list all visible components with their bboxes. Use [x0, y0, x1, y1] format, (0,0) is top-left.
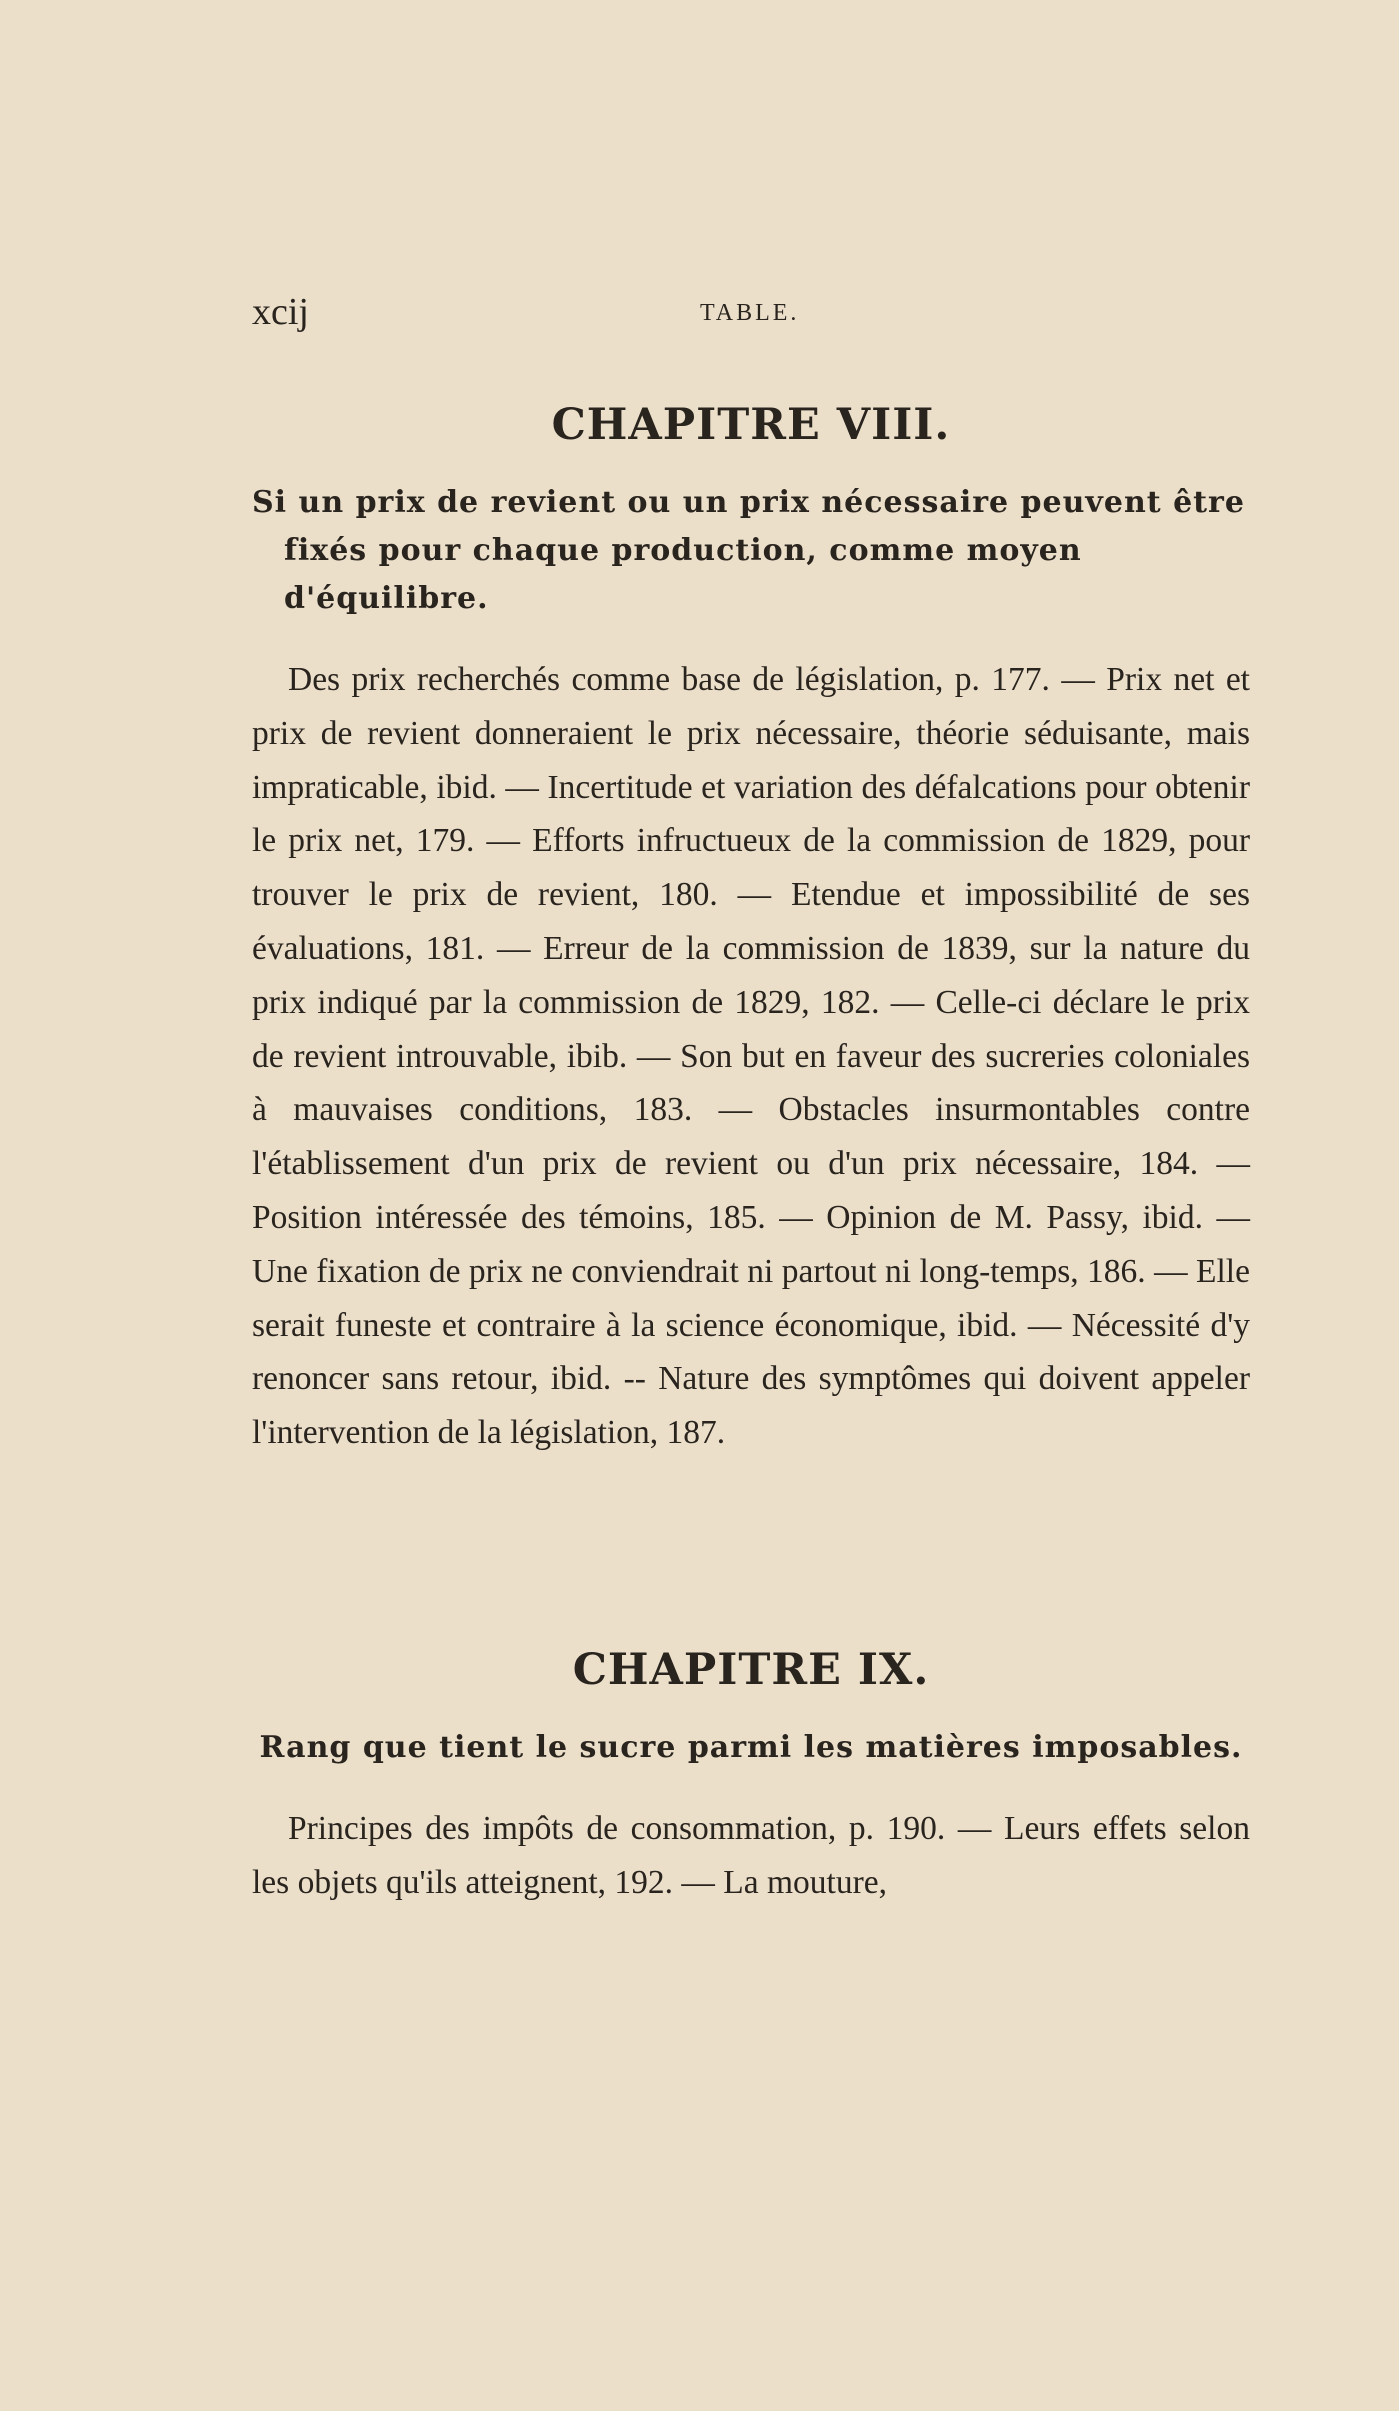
chapter-summary: Principes des impôts de consommation, p. 190. — Leurs effets selon les objets qu'ils atteignent, 192. — La mouture, — [252, 1810, 1250, 1901]
running-title: TABLE. — [700, 300, 800, 326]
chapter-viii — [252, 395, 1250, 1460]
chapter-heading: CHAPITRE VIII. — [551, 400, 951, 450]
chapter-subtitle: Rang que tient le sucre parmi les matières imposables. — [259, 1730, 1243, 1765]
page-number: xcij — [252, 291, 309, 333]
chapter-heading: CHAPITRE IX. — [572, 1645, 930, 1695]
chapter-subtitle: Si un prix de revient ou un prix nécessaire peuvent être fixés pour chaque production, comme moyen d'équilibre. — [252, 485, 1245, 616]
running-head — [252, 280, 1252, 333]
chapter-ix — [252, 1640, 1250, 1910]
chapter-summary: Des prix recherchés comme base de législation, p. 177. — Prix net et prix de revient donneraient le prix nécessaire, théorie séduisante, mais impraticable, ibid. — Incertitude et variation des défalcations pour obtenir le prix net, 179. — Efforts infructueux de la commission de 1829, pour trouver le prix de revient, 180. — Etendue et impossibilité de ses évaluations, 181. — Erreur de la commission de 1839, sur la nature du prix indiqué par la commission de 1829, 182. — Celle-ci déclare le prix de revient introuvable, ibib. — Son but en faveur des sucreries coloniales à mauvaises conditions, 183. — Obstacles insurmontables contre l'établissement d'un prix de revient ou d'un prix nécessaire, 184. — Position intéressée des témoins, 185. — Opinion de M. Passy, ibid. — Une fixation de prix ne conviendrait ni partout ni long-temps, 186. — Elle serait funeste et contraire à la science économique, ibid. — Nécessité d'y renoncer sans retour, ibid. -- Nature des symptômes qui doivent appeler l'intervention de la législation, 187. — [252, 661, 1250, 1452]
